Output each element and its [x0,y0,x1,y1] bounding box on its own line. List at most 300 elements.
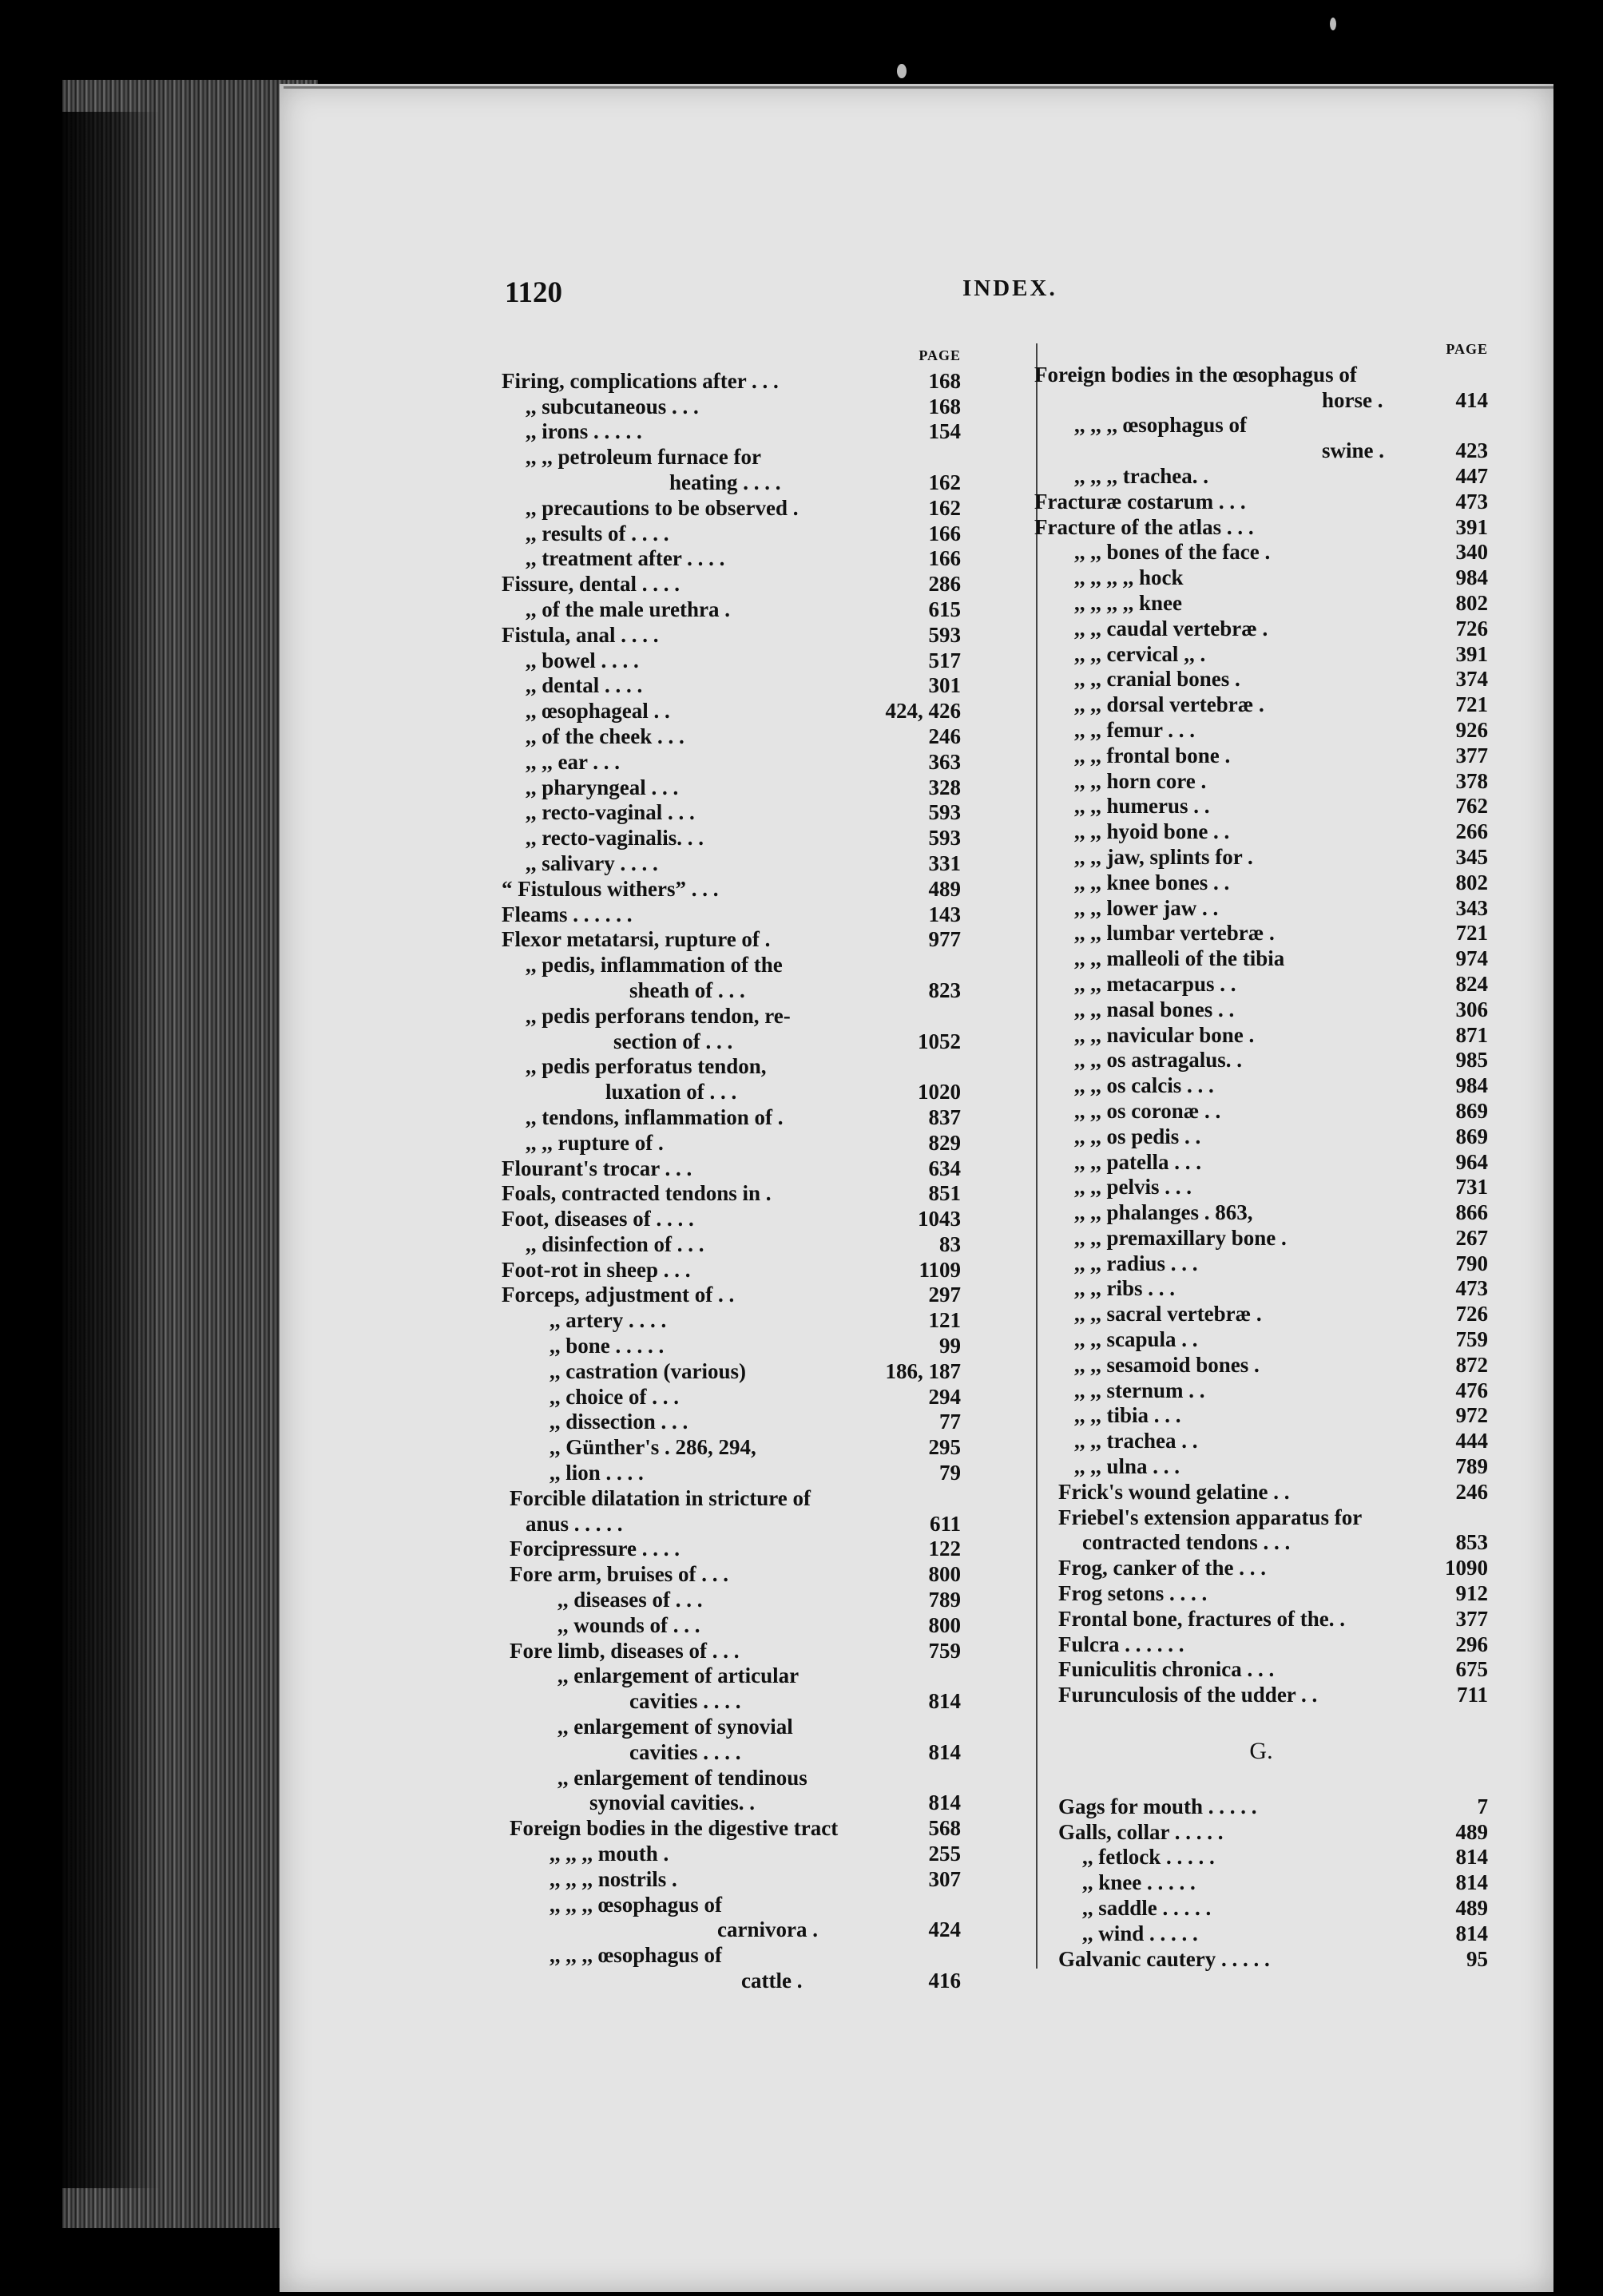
index-entry [1034,1794,1488,1820]
entry-text: ,, ,, trachea . . [1074,1429,1198,1453]
entry-text: ,, ,, os pedis . . [1074,1124,1201,1148]
entry-text: ,, ,, tibia . . . [1074,1403,1181,1428]
entry-text: Frog, canker of the . . . [1058,1556,1266,1580]
entry-text: ,, ,, bones of the face . [1074,540,1271,565]
entry-page: 83 [939,1231,961,1256]
entry-page: 593 [928,826,961,851]
index-entry [1034,972,1488,997]
index-entry [1034,540,1488,565]
entry-text: Forcipressure . . . . [510,1537,680,1561]
entry-text: Foals, contracted tendons in . [502,1181,772,1206]
index-entry [502,1512,961,1537]
index-entry [1034,363,1488,388]
entry-text: Firing, complications after . . . [502,368,779,393]
entry-page: 186, 187 [885,1358,961,1383]
index-entry [1034,794,1488,819]
index-entry [1034,718,1488,744]
entry-text: ,, ,, ,, œsophagus of [1074,413,1248,438]
entry-page: 343 [1455,895,1488,920]
page-top-edge [284,86,1553,89]
index-entry [1034,921,1488,946]
index-entry [502,1766,961,1791]
entry-page: 568 [928,1816,961,1841]
entry-text: contracted tendons . . . [1082,1530,1291,1555]
entry-page: 926 [1455,717,1488,742]
index-entry [502,1969,961,1994]
entry-page: 721 [1455,692,1488,717]
index-entry [502,851,961,877]
entry-page: 246 [1455,1479,1488,1504]
entry-page: 866 [1455,1200,1488,1225]
entry-page: 1090 [1445,1556,1488,1580]
index-entry [502,1258,961,1283]
index-entry [502,521,961,547]
entry-text: ,, ,, patella . . . [1074,1149,1201,1174]
index-entry [1034,692,1488,718]
entry-page: 168 [928,394,961,418]
entry-page: 306 [1455,997,1488,1021]
index-entry [502,1740,961,1766]
entry-text: ,, precautions to be observed . [526,495,799,520]
entry-text: ,, ,, dorsal vertebræ . [1074,692,1264,717]
index-entry [502,1385,961,1410]
entry-page: 824 [1455,971,1488,996]
entry-text: ,, ,, radius . . . [1074,1251,1198,1275]
index-column-right [1034,337,1488,1972]
entry-text: swine . [1322,438,1385,463]
entry-text: ,, fetlock . . . . . [1082,1845,1215,1870]
index-entry [502,1334,961,1359]
index-entry-list [1034,363,1488,1708]
entry-text: Frog setons . . . . [1058,1581,1208,1606]
index-entry [502,826,961,851]
entry-text: ,, tendons, inflammation of . [526,1104,784,1129]
entry-page: 872 [1455,1352,1488,1377]
page-number: 1120 [505,276,562,309]
index-entry [1034,946,1488,972]
index-entry [1034,1175,1488,1200]
entry-page: 7 [1477,1794,1488,1818]
index-entry [502,978,961,1004]
entry-page: 593 [928,622,961,647]
index-entry [502,648,961,674]
index-entry [1034,591,1488,617]
entry-text: ,, of the cheek . . . [526,724,684,748]
index-entry [1034,1454,1488,1480]
entry-text: ,, ,, ,, ,, hock [1074,565,1184,590]
entry-text: ,, ,, knee bones . . [1074,870,1230,894]
entry-text: Frick's wound gelatine . . [1058,1479,1290,1504]
entry-page: 814 [928,1689,961,1714]
entry-page: 759 [928,1638,961,1663]
entry-text: ,, ,, rupture of . [526,1130,664,1155]
entry-text: “ Fistulous withers” . . . [502,876,719,901]
entry-page: 814 [1455,1870,1488,1895]
entry-text: horse . [1322,387,1383,412]
entry-page: 829 [928,1130,961,1155]
index-entry [1034,1353,1488,1378]
entry-text: ,, diseases of . . . [557,1588,703,1612]
entry-text: ,, ,, ,, mouth . [550,1842,669,1866]
index-entry [502,1715,961,1740]
entry-text: ,, wind . . . . . [1082,1921,1198,1945]
entry-text: ,, œsophageal . . [526,699,670,724]
index-entry [502,445,961,470]
index-entry [502,623,961,648]
index-entry [502,1537,961,1562]
entry-page: 444 [1455,1429,1488,1453]
index-entry [1034,744,1488,769]
index-entry [502,1232,961,1258]
entry-text: ,, ,, ear . . . [526,749,620,774]
entry-page: 593 [928,800,961,825]
index-entry [502,775,961,801]
entry-text: ,, recto-vaginal . . . [526,800,695,825]
entry-page: 789 [1455,1454,1488,1479]
entry-text: luxation of . . . [605,1080,737,1104]
index-entry [1034,1480,1488,1505]
index-entry [502,1131,961,1156]
index-entry [502,1893,961,1918]
entry-page: 912 [1455,1581,1488,1606]
entry-page: 726 [1455,616,1488,640]
entry-text: Galls, collar . . . . . [1058,1819,1224,1844]
entry-page: 869 [1455,1098,1488,1123]
entry-text: Gags for mouth . . . . . [1058,1794,1257,1818]
entry-page: 489 [1455,1819,1488,1844]
entry-text: ,, irons . . . . . [526,419,642,444]
entry-text: ,, of the male urethra . [526,597,730,621]
index-entry [1034,1845,1488,1870]
entry-page: 814 [1455,1921,1488,1945]
entry-page: 166 [928,521,961,545]
entry-page: 294 [928,1384,961,1409]
entry-text: ,, saddle . . . . . [1082,1896,1212,1921]
index-entry [502,953,961,978]
entry-text: ,, knee . . . . . [1082,1870,1196,1895]
entry-page: 790 [1455,1251,1488,1275]
entry-page: 823 [928,977,961,1002]
index-entry [1034,1870,1488,1896]
entry-text: ,, ,, ,, trachea. . [1074,463,1208,488]
entry-text: ,, ,, humerus . . [1074,794,1210,819]
entry-page: 851 [928,1181,961,1206]
index-entry [1034,896,1488,922]
entry-text: cattle . [741,1969,803,1993]
index-entry [502,1181,961,1207]
entry-page: 424 [928,1917,961,1942]
page-column-label: PAGE [1446,341,1488,357]
entry-text: ,, salivary . . . . [526,851,658,875]
index-entry [1034,1276,1488,1302]
entry-page: 286 [928,572,961,597]
entry-page: 837 [928,1104,961,1129]
entry-page: 424, 426 [885,699,961,724]
index-entry [1034,997,1488,1023]
index-entry [502,1359,961,1385]
index-entry [502,1588,961,1613]
entry-text: ,, ,, caudal vertebræ . [1074,616,1268,640]
index-entry [1034,1657,1488,1683]
entry-page: 295 [928,1435,961,1460]
entry-page: 731 [1455,1175,1488,1200]
index-entry [502,546,961,572]
index-entry [502,1639,961,1664]
entry-text: ,, ,, sacral vertebræ . [1074,1302,1262,1326]
index-entry [502,1689,961,1715]
entry-text: anus . . . . . [526,1511,623,1536]
index-entry [502,395,961,420]
entry-text: Flexor metatarsi, rupture of . [502,927,771,952]
index-entry [1034,1505,1488,1531]
index-entry [1034,1896,1488,1921]
index-entry [1034,617,1488,642]
entry-page: 267 [1455,1225,1488,1250]
entry-text: ,, choice of . . . [550,1384,679,1409]
entry-text: ,, ,, petroleum furnace for [526,445,761,470]
entry-text: ,, ,, ,, œsophagus of [550,1892,723,1917]
entry-page: 800 [928,1612,961,1637]
index-entry [502,1054,961,1080]
index-entry [1034,1921,1488,1947]
entry-text: Frontal bone, fractures of the. . [1058,1606,1345,1631]
entry-text: Fore arm, bruises of . . . [510,1562,728,1587]
entry-text: Foot, diseases of . . . . [502,1207,694,1231]
entry-text: Forcible dilatation in stricture of [510,1485,811,1510]
entry-text: sheath of . . . [629,977,745,1002]
index-entry [502,1207,961,1232]
entry-text: Friebel's extension apparatus for [1058,1505,1363,1529]
entry-page: 517 [928,648,961,672]
entry-text: ,, ,, ,, ,, knee [1074,590,1182,615]
binding-shadow [48,112,160,2188]
index-entry [1034,1632,1488,1658]
entry-text: ,, ,, jaw, splints for . [1074,844,1253,869]
index-entry-list [502,369,961,1994]
entry-text: ,, ,, scapula . . [1074,1327,1198,1352]
entry-text: ,, ,, cervical ,, . [1074,641,1206,666]
index-entry [1034,438,1488,464]
index-entry [1034,1429,1488,1454]
entry-text: Forceps, adjustment of . . [502,1283,735,1307]
entry-page: 328 [928,775,961,799]
index-entry [1034,1607,1488,1632]
index-entry [1034,819,1488,845]
index-entry [502,1080,961,1105]
entry-page: 1020 [918,1080,961,1104]
entry-text: ,, treatment after . . . . [526,546,725,571]
entry-page: 79 [939,1461,961,1485]
entry-text: Fracture of the atlas . . . [1034,514,1254,539]
index-entry [502,1486,961,1512]
entry-text: ,, ,, phalanges . 863, [1074,1200,1253,1225]
entry-page: 489 [1455,1896,1488,1921]
index-entry [1034,1327,1488,1353]
entry-page: 447 [1455,463,1488,488]
entry-text: ,, dissection . . . [550,1410,688,1434]
index-entry [502,927,961,953]
section-letter: G. [1249,1738,1273,1765]
index-entry [1034,769,1488,795]
entry-text: Foreign bodies in the œsophagus of [1034,362,1357,387]
entry-page: 391 [1455,641,1488,666]
entry-page: 340 [1455,540,1488,565]
entry-page: 416 [928,1969,961,1993]
entry-page: 972 [1455,1403,1488,1428]
entry-text: ,, ,, nasal bones . . [1074,997,1235,1021]
entry-page: 977 [928,927,961,952]
entry-page: 853 [1455,1530,1488,1555]
index-entry [1034,1947,1488,1973]
entry-text: Fissure, dental . . . . [502,572,680,597]
entry-page: 166 [928,546,961,571]
entry-text: cavities . . . . [629,1689,741,1714]
entry-page: 414 [1455,387,1488,412]
entry-page: 377 [1455,1606,1488,1631]
index-entry [1034,1099,1488,1124]
index-entry [1034,1302,1488,1327]
entry-text: ,, pedis, inflammation of the [526,953,783,977]
entry-text: ,, recto-vaginalis. . . [526,826,704,851]
scan-speck [897,64,907,78]
entry-page: 974 [1455,946,1488,971]
index-entry [502,1004,961,1029]
entry-text: ,, ,, os astragalus. . [1074,1048,1243,1073]
index-entry [1034,1226,1488,1251]
index-entry [1034,1251,1488,1277]
index-entry [502,1435,961,1461]
entry-text: section of . . . [613,1029,733,1053]
entry-page: 814 [1455,1845,1488,1870]
entry-page: 154 [928,419,961,444]
index-entry [502,1867,961,1893]
entry-text: carnivora . [717,1917,818,1942]
entry-text: ,, wounds of . . . [557,1612,700,1637]
entry-page: 800 [928,1562,961,1587]
entry-text: ,, ,, cranial bones . [1074,667,1240,692]
entry-page: 473 [1455,489,1488,514]
entry-page: 377 [1455,743,1488,767]
entry-page: 255 [928,1842,961,1866]
entry-page: 301 [928,673,961,698]
index-entry [1034,1150,1488,1176]
entry-page: 615 [928,597,961,621]
entry-text: ,, pedis perforatus tendon, [526,1054,767,1079]
entry-page: 721 [1455,921,1488,946]
index-entry [1034,515,1488,541]
entry-text: cavities . . . . [629,1739,741,1764]
entry-text: Furunculosis of the udder . . [1058,1683,1318,1707]
entry-text: ,, ,, pelvis . . . [1074,1175,1192,1200]
entry-text: Galvanic cautery . . . . . [1058,1946,1270,1971]
entry-page: 378 [1455,768,1488,793]
entry-text: ,, ,, hyoid bone . . [1074,819,1230,844]
index-column-left [502,343,961,1994]
index-entry [502,1943,961,1969]
index-entry [1034,1073,1488,1099]
entry-page: 964 [1455,1149,1488,1174]
entry-page: 985 [1455,1048,1488,1073]
scan-speck [1330,18,1336,30]
entry-text: Fracturæ costarum . . . [1034,489,1246,514]
entry-page: 1109 [919,1257,961,1282]
index-entry [502,597,961,623]
entry-text: ,, artery . . . . [550,1308,667,1333]
entry-page: 1043 [918,1207,961,1231]
entry-text: ,, ,, os coronæ . . [1074,1098,1221,1123]
entry-text: ,, pedis perforans tendon, re- [526,1003,791,1028]
index-entry [1034,1556,1488,1581]
entry-text: Foot-rot in sheep . . . [502,1257,691,1282]
entry-page: 297 [928,1283,961,1307]
index-entry [1034,667,1488,692]
index-entry [502,1105,961,1131]
entry-page: 984 [1455,565,1488,590]
entry-page: 331 [928,851,961,875]
entry-text: ,, castration (various) [550,1358,746,1383]
index-entry [1034,1378,1488,1404]
index-entry [502,1156,961,1182]
entry-text: ,, ,, sternum . . [1074,1378,1205,1402]
entry-text: Fulcra . . . . . . [1058,1632,1184,1656]
index-entry [502,1664,961,1689]
entry-text: Foreign bodies in the digestive tract [510,1816,839,1841]
entry-text: ,, Günther's . 286, 294, [550,1435,756,1460]
index-entry [1034,1124,1488,1150]
entry-page: 789 [928,1588,961,1612]
entry-text: ,, ,, os calcis . . . [1074,1073,1214,1098]
index-entry [1034,1403,1488,1429]
index-entry [1034,1820,1488,1846]
index-entry [502,800,961,826]
index-entry [1034,845,1488,870]
entry-page: 802 [1455,870,1488,894]
entry-page: 871 [1455,1022,1488,1047]
index-entry [1034,1023,1488,1049]
entry-page: 1052 [918,1029,961,1053]
entry-text: ,, ,, lumbar vertebræ . [1074,921,1275,946]
entry-page: 345 [1455,844,1488,869]
entry-text: Flourant's trocar . . . [502,1156,692,1180]
entry-page: 99 [939,1334,961,1358]
entry-page: 162 [928,470,961,494]
entry-text: ,, dental . . . . [526,673,643,698]
index-entry [502,1562,961,1588]
entry-page: 307 [928,1866,961,1891]
entry-page: 162 [928,495,961,520]
entry-page: 266 [1455,819,1488,844]
index-entry [502,496,961,521]
page-column-label: PAGE [919,347,961,363]
entry-page: 489 [928,876,961,901]
entry-page: 143 [928,902,961,926]
index-entry [502,470,961,496]
entry-text: ,, disinfection of . . . [526,1231,704,1256]
entry-page: 363 [928,749,961,774]
entry-text: ,, subcutaneous . . . [526,394,699,418]
index-entry [1034,1581,1488,1607]
index-entry [502,572,961,597]
index-entry [502,1842,961,1867]
entry-text: Funiculitis chronica . . . [1058,1657,1275,1682]
index-entry [502,419,961,445]
entry-text: Fleams . . . . . . [502,902,633,926]
entry-text: ,, ,, ulna . . . [1074,1454,1180,1479]
entry-text: ,, ,, ,, nostrils . [550,1866,677,1891]
entry-page: 391 [1455,514,1488,539]
index-entry [1034,1530,1488,1556]
entry-text: ,, ,, femur . . . [1074,717,1195,742]
